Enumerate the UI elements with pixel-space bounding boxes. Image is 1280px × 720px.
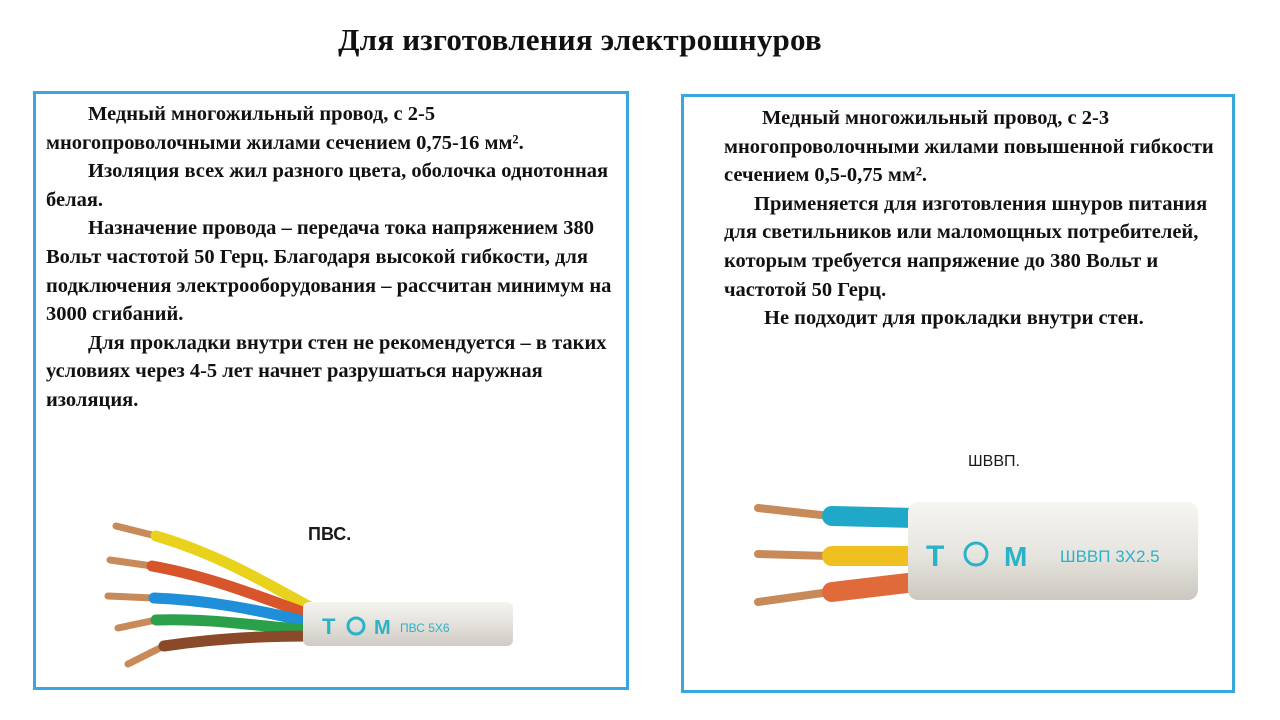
pvs-paragraph-1: Медный многожильный провод, с 2-5 многопроволочными жилами сечением 0,75-16 мм². [46,103,524,154]
pvs-paragraph-3: Назначение провода – передача тока напряжением 380 Вольт частотой 50 Герц. Благодаря высокой гибкости, для подключения электрооборудования – рассчитан минимум на 3000 сгибаний. [46,217,612,326]
shvvp-cable-label: ШВВП. [968,453,1020,470]
shvvp-paragraph-2: Применяется для изготовления шнуров питания для светильников или маломощных потребителей, которым требуется напряжение до 380 Вольт и частотой 50 Герц. [724,192,1208,301]
pvs-cable-label: ПВС. [308,524,352,544]
shvvp-panel [681,94,1235,693]
svg-text:М: М [1004,541,1028,572]
svg-text:Т: Т [926,540,945,573]
shvvp-paragraph-1: Медный многожильный провод, с 2-3 многопроволочными жилами повышенной гибкости сечением 0,5-0,75 мм². [724,107,1214,187]
pvs-description [46,100,626,415]
shvvp-wire-blue [832,516,916,518]
pvs-marking-text: ПВС 5Х6 [400,621,450,635]
shvvp-description [724,104,1224,333]
pvs-panel [33,91,629,690]
pvs-paragraph-2: Изоляция всех жил разного цвета, оболочка однотонная белая. [46,160,609,211]
shvvp-paragraph-3: Не подходит для прокладки внутри стен. [764,307,1144,330]
svg-text:Т: Т [322,614,336,639]
shvvp-cable-image [746,472,1206,622]
shvvp-copper-strands [758,508,830,602]
page-title: Для изготовления электрошнуров [338,22,822,57]
svg-text:М: М [374,617,391,639]
shvvp-wire-orange [832,582,916,592]
pvs-paragraph-4: Для прокладки внутри стен не рекомендуется – в таких условиях через 4-5 лет начнет разрушаться наружная изоляция. [46,331,607,411]
pvs-wire-brown [164,636,308,646]
shvvp-marking-text: ШВВП 3Х2.5 [1060,547,1160,566]
